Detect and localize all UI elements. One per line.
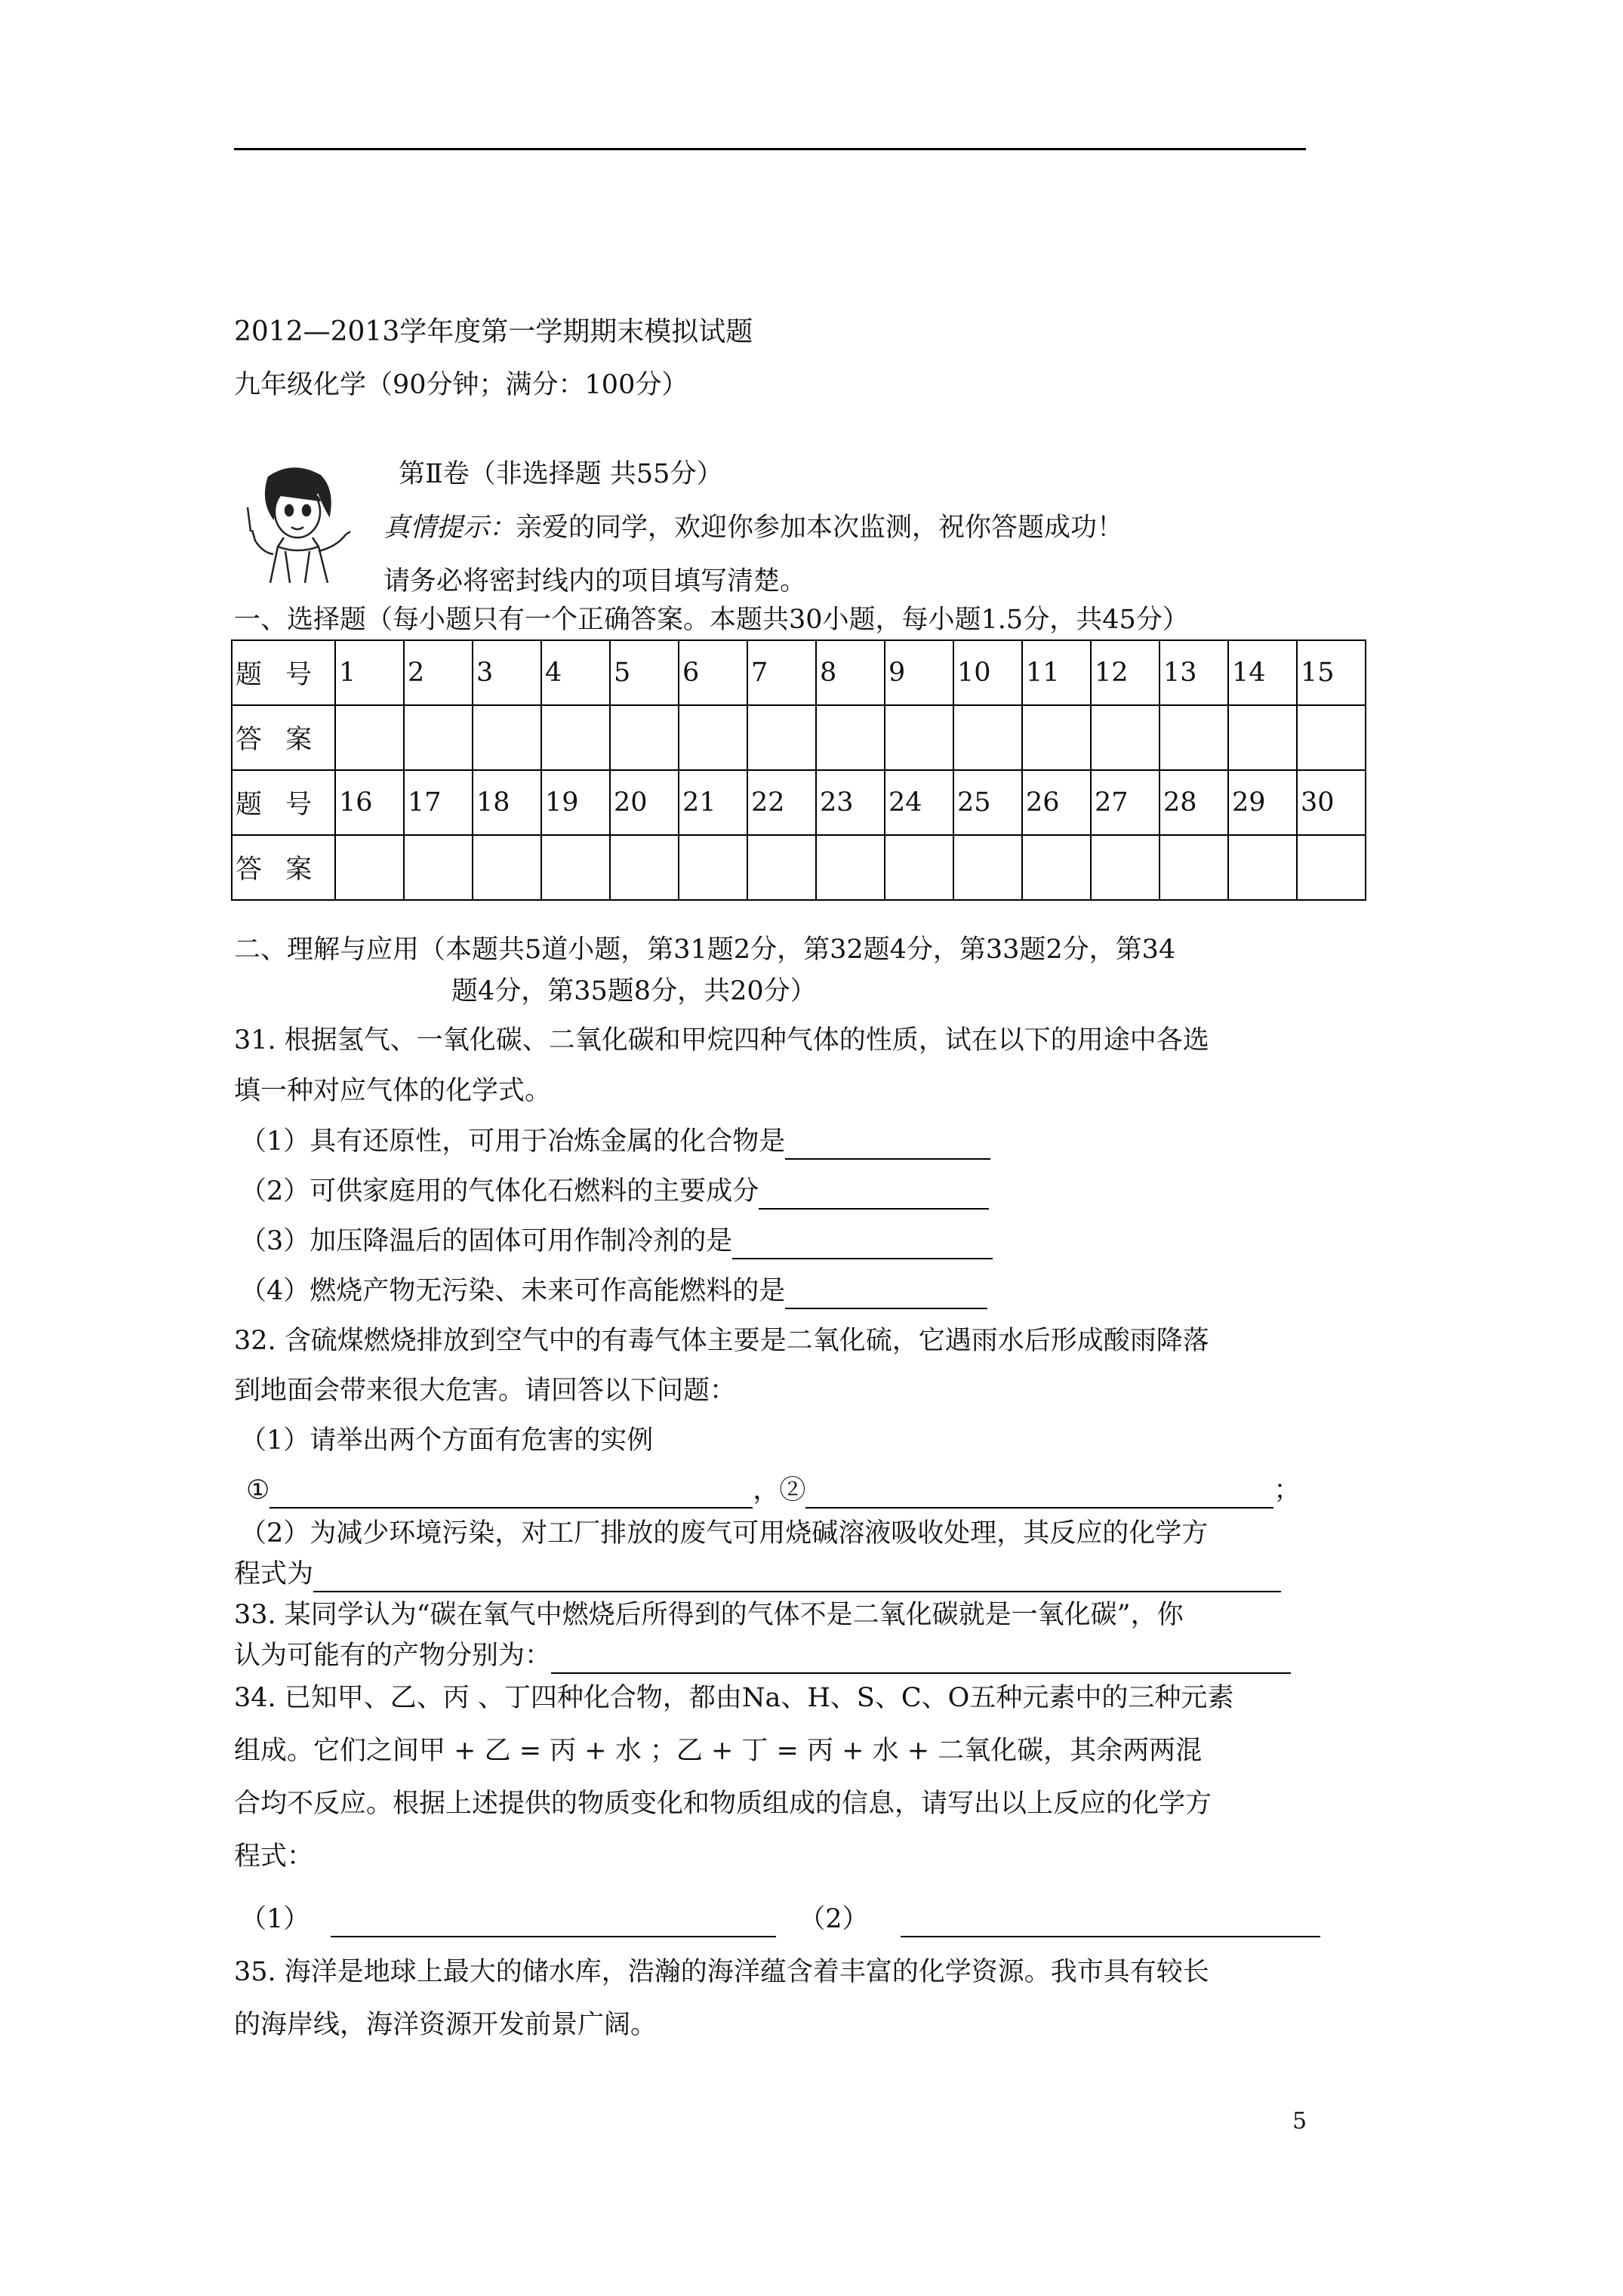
answer-cell[interactable] [610,835,679,900]
question-number: 3 [473,640,541,705]
answer-blank[interactable] [551,1644,1291,1674]
answer-blank[interactable] [269,1478,753,1509]
answer-cell[interactable] [541,835,610,900]
q34-answers [240,1901,1320,1937]
answer-blank[interactable] [732,1229,993,1259]
q31-item-2 [240,1173,989,1210]
answer-cell[interactable] [953,835,1022,900]
q31-stem: 31. 根据氢气、一氧化碳、二氧化碳和甲烷四种气体的性质，试在以下的用途中各选 [234,1025,1209,1056]
answer-cell[interactable] [1091,835,1160,900]
answer-cell[interactable] [1228,705,1297,770]
question-number: 30 [1297,770,1366,835]
q31-item-text: （1）具有还原性，可用于冶炼金属的化合物是 [240,1126,786,1157]
end-mark: ； [1273,1475,1301,1505]
q32-stem: 32. 含硫煤燃烧排放到空气中的有毒气体主要是二氧化硫，它遇雨水后形成酸雨降落 [234,1326,1209,1356]
tip-label: 真情提示： [383,513,516,543]
question-number: 27 [1091,770,1160,835]
answer-cell[interactable] [1228,835,1297,900]
q35-stem: 35. 海洋是地球上最大的储水库，浩瀚的海洋蕴含着丰富的化学资源。我市具有较长 [234,1957,1209,1987]
answer-cell[interactable] [473,835,541,900]
question-number: 19 [541,770,610,835]
question-number: 6 [679,640,747,705]
q34-label-1: （1） [240,1904,310,1934]
question-number: 22 [747,770,816,835]
question-number: 24 [885,770,953,835]
question-number: 10 [953,640,1022,705]
answer-cell[interactable] [1160,835,1228,900]
tip-text: 亲爱的同学，欢迎你参加本次监测，祝你答题成功！ [516,513,1124,543]
answer-cell[interactable] [885,705,953,770]
answer-blank[interactable] [901,1907,1320,1937]
table-row [232,770,1366,835]
section-2-title: 第Ⅱ卷（非选择题 共55分） [399,459,723,489]
tip-line-2: 请务必将密封线内的项目填写清楚。 [383,566,807,596]
part2-heading-cont: 题4分，第35题8分，共20分） [451,976,817,1006]
answer-cell[interactable] [679,705,747,770]
question-number: 11 [1022,640,1091,705]
exam-subtitle: 九年级化学（90分钟；满分：100分） [234,370,688,400]
q32-sub-2: （2）为减少环境污染，对工厂排放的废气可用烧碱溶液吸收处理，其反应的化学方 [240,1518,1209,1549]
answer-cell[interactable] [541,705,610,770]
q31-item-text: （2）可供家庭用的气体化石燃料的主要成分 [240,1176,759,1207]
q31-item-text: （4）燃烧产物无污染、未来可作高能燃料的是 [240,1276,786,1306]
answer-cell[interactable] [1297,705,1366,770]
answer-cell[interactable] [1160,705,1228,770]
table-row [232,835,1366,900]
question-number: 7 [747,640,816,705]
question-number: 29 [1228,770,1297,835]
table-row [232,640,1366,705]
question-number: 13 [1160,640,1228,705]
q31-item-text: （3）加压降温后的固体可用作制冷剂的是 [240,1226,733,1256]
question-number: 16 [335,770,404,835]
q34-stem-3: 合均不反应。根据上述提供的物质变化和物质组成的信息，请写出以上反应的化学方 [234,1789,1212,1819]
table-label-question: 题 号 [232,770,335,835]
answer-cell[interactable] [610,705,679,770]
answer-blank[interactable] [759,1179,989,1210]
question-number: 25 [953,770,1022,835]
q31-item-4 [240,1273,987,1309]
question-number: 17 [404,770,473,835]
question-number: 14 [1228,640,1297,705]
question-number: 28 [1160,770,1228,835]
answer-cell[interactable] [816,835,885,900]
answer-cell[interactable] [404,835,473,900]
answer-cell[interactable] [679,835,747,900]
answer-cell[interactable] [1297,835,1366,900]
tip-line [383,510,1123,546]
q32-examples [246,1472,1300,1509]
header-rule [234,148,1306,150]
table-row [232,705,1366,770]
table-label-question: 题 号 [232,640,335,705]
mark-2: ，② [753,1475,806,1505]
answer-blank[interactable] [785,1279,987,1309]
q34-stem: 34. 已知甲、乙、丙 、丁四种化合物，都由Na、H、S、C、O五种元素中的三种元素 [234,1683,1234,1713]
question-number: 23 [816,770,885,835]
answer-cell[interactable] [747,835,816,900]
q33-text: 认为可能有的产物分别为： [234,1641,552,1671]
question-number: 5 [610,640,679,705]
answer-cell[interactable] [1022,705,1091,770]
q32-sub-2-text: 程式为 [234,1559,314,1589]
exam-title: 2012—2013学年度第一学期期末模拟试题 [234,316,753,347]
q33-stem-cont [234,1638,1291,1674]
answer-blank[interactable] [331,1907,776,1937]
q31-stem-cont: 填一种对应气体的化学式。 [234,1076,552,1106]
q34-stem-2: 组成。它们之间甲 + 乙 = 丙 + 水 ；乙 + 丁 = 丙 + 水 + 二氧化碳，其余两两混 [234,1736,1203,1766]
answer-cell[interactable] [747,705,816,770]
q32-stem-cont: 到地面会带来很大危害。请回答以下问题： [234,1376,737,1406]
q34-label-2: （2） [799,1904,869,1934]
answer-cell[interactable] [473,705,541,770]
question-number: 18 [473,770,541,835]
question-number: 1 [335,640,404,705]
answer-cell[interactable] [1022,835,1091,900]
question-number: 21 [679,770,747,835]
q34-stem-4: 程式： [234,1841,314,1872]
answer-cell[interactable] [885,835,953,900]
mark-1: ① [246,1475,270,1505]
answer-cell[interactable] [953,705,1022,770]
part2-heading: 二、理解与应用（本题共5道小题，第31题2分，第32题4分，第33题2分，第34 [234,935,1176,965]
q31-item-3 [240,1223,993,1259]
q32-sub-1: （1）请举出两个方面有危害的实例 [240,1425,654,1456]
answer-table [231,639,1366,901]
question-number: 8 [816,640,885,705]
question-number: 20 [610,770,679,835]
answer-blank[interactable] [805,1478,1273,1509]
answer-blank[interactable] [785,1130,990,1160]
answer-cell[interactable] [404,705,473,770]
q35-stem-cont: 的海岸线，海洋资源开发前景广阔。 [234,2010,658,2040]
table-label-answer: 答 案 [232,705,335,770]
q33-stem: 33. 某同学认为“碳在氧气中燃烧后所得到的气体不是二氧化碳就是一氧化碳”，你 [234,1600,1184,1630]
answer-cell[interactable] [335,835,404,900]
answer-cell[interactable] [1091,705,1160,770]
page-number: 5 [1292,2108,1307,2134]
part1-heading: 一、选择题（每小题只有一个正确答案。本题共30小题，每小题1.5分，共45分） [234,605,1189,635]
answer-cell[interactable] [335,705,404,770]
question-number: 9 [885,640,953,705]
table-label-answer: 答 案 [232,835,335,900]
question-number: 4 [541,640,610,705]
question-number: 12 [1091,640,1160,705]
teacher-illustration-icon [240,462,353,583]
answer-cell[interactable] [816,705,885,770]
question-number: 2 [404,640,473,705]
question-number: 15 [1297,640,1366,705]
q31-item-1 [240,1123,990,1160]
answer-blank[interactable] [313,1562,1281,1592]
question-number: 26 [1022,770,1091,835]
q32-sub-2-cont [234,1556,1281,1592]
